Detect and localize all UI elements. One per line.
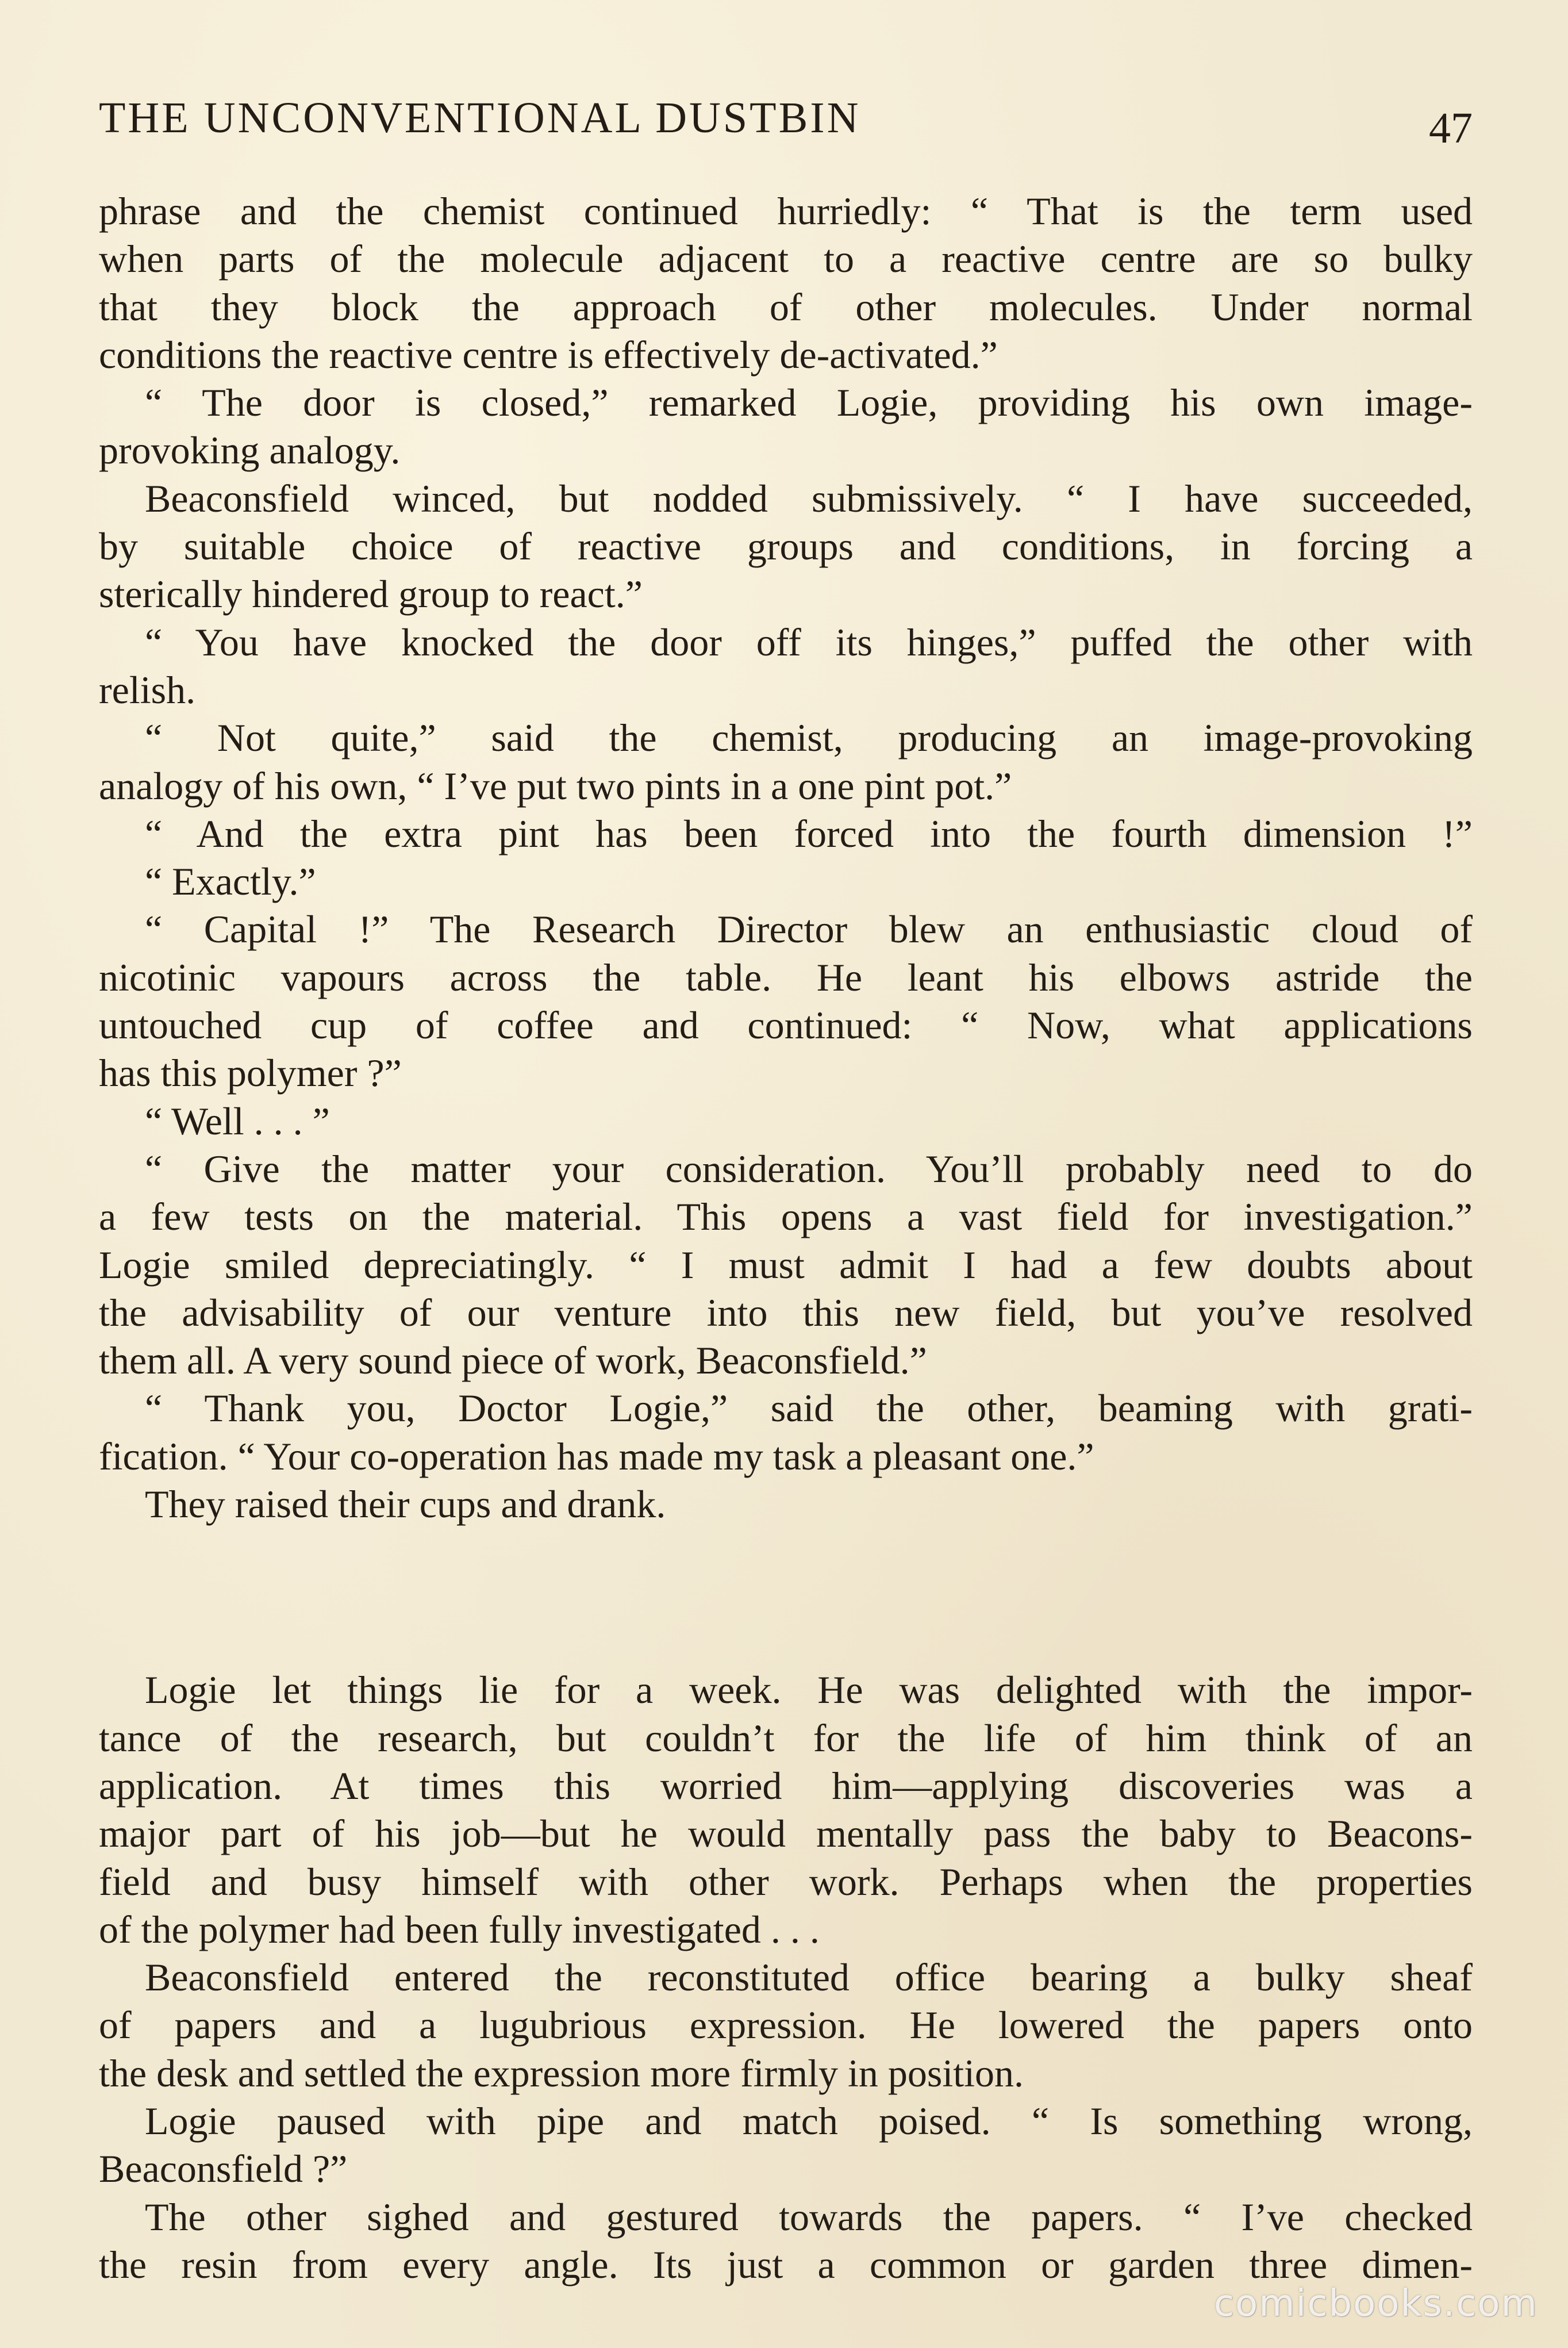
text-line: the advisability of our venture into this new field, but you’ve resolved (99, 1290, 1473, 1334)
text-line: Beaconsfield entered the reconstituted office bearing a bulky sheaf (145, 1955, 1473, 2000)
text-line: Beaconsfield winced, but nodded submissively. “ I have succeeded, (145, 476, 1473, 520)
text-line: Logie let things lie for a week. He was delighted with the impor- (145, 1668, 1473, 1712)
page-header (99, 86, 1473, 152)
text-line: “ The door is closed,” remarked Logie, providing his own image- (145, 381, 1473, 425)
text-line: Logie smiled depreciatingly. “ I must admit I had a few doubts about (99, 1242, 1473, 1287)
running-title: THE UNCONVENTIONAL DUSTBIN (99, 94, 861, 142)
section-break (99, 1528, 1473, 1666)
text-line: a few tests on the material. This opens a vast field for investigation.” (99, 1195, 1473, 1239)
text-line: application. At times this worried him—applying discoveries was a (99, 1763, 1473, 1808)
watermark: comicbooks.com (1213, 2282, 1538, 2325)
text-line: “ Well . . . ” (145, 1099, 330, 1143)
text-line: The other sighed and gestured towards the papers. “ I’ve checked (145, 2194, 1473, 2239)
text-line: them all. A very sound piece of work, Beaconsfield.” (99, 1338, 927, 1383)
text-line: They raised their cups and drank. (145, 1482, 666, 1526)
text-line: Beaconsfield ?” (99, 2147, 348, 2191)
text-line: the desk and settled the expression more firmly in position. (99, 2051, 1024, 2095)
text-line: phrase and the chemist continued hurriedly: “ That is the term used (99, 189, 1473, 233)
page-number: 47 (1429, 104, 1473, 152)
text-line: “ Capital !” The Research Director blew an enthusiastic cloud of (145, 907, 1473, 952)
text-line: of the polymer had been fully investigated . . . (99, 1907, 820, 1951)
text-line: major part of his job—but he would mentally pass the baby to Beacons- (99, 1812, 1473, 1856)
text-line: by suitable choice of reactive groups and conditions, in forcing a (99, 524, 1473, 569)
text-line: “ Thank you, Doctor Logie,” said the other, beaming with grati- (145, 1386, 1473, 1430)
text-line: tance of the research, but couldn’t for the life of him think of an (99, 1716, 1473, 1760)
text-line: when parts of the molecule adjacent to a reactive centre are so bulky (99, 237, 1473, 281)
text-line: relish. (99, 667, 196, 712)
text-line: that they block the approach of other molecules. Under normal (99, 285, 1473, 329)
text-line: nicotinic vapours across the table. He leant his elbows astride the (99, 955, 1473, 999)
text-line: fication. “ Your co-operation has made my task a pleasant one.” (99, 1434, 1094, 1478)
text-line: analogy of his own, “ I’ve put two pints in a one pint pot.” (99, 764, 1012, 808)
text-line: “ Not quite,” said the chemist, producing an image-provoking (145, 716, 1473, 760)
text-line: the resin from every angle. Its just a common or garden three dimen- (99, 2242, 1473, 2286)
text-line: Logie paused with pipe and match poised. “ Is something wrong, (145, 2098, 1473, 2143)
body-text (99, 187, 1473, 2289)
text-line: provoking analogy. (99, 428, 401, 473)
text-line: of papers and a lugubrious expression. He lowered the papers onto (99, 2003, 1473, 2047)
text-line: “ Exactly.” (145, 860, 316, 904)
text-line: field and busy himself with other work. Perhaps when the properties (99, 1859, 1473, 1904)
text-line: untouched cup of coffee and continued: “ Now, what applications (99, 1003, 1473, 1048)
text-line: has this polymer ?” (99, 1051, 402, 1095)
text-line: “ You have knocked the door off its hinges,” puffed the other with (145, 620, 1473, 664)
text-line: conditions the reactive centre is effectively de-activated.” (99, 332, 998, 377)
text-line: sterically hindered group to react.” (99, 572, 643, 616)
text-line: “ And the extra pint has been forced into the fourth dimension !” (145, 811, 1473, 855)
text-line: “ Give the matter your consideration. You’ll probably need to do (145, 1146, 1473, 1191)
